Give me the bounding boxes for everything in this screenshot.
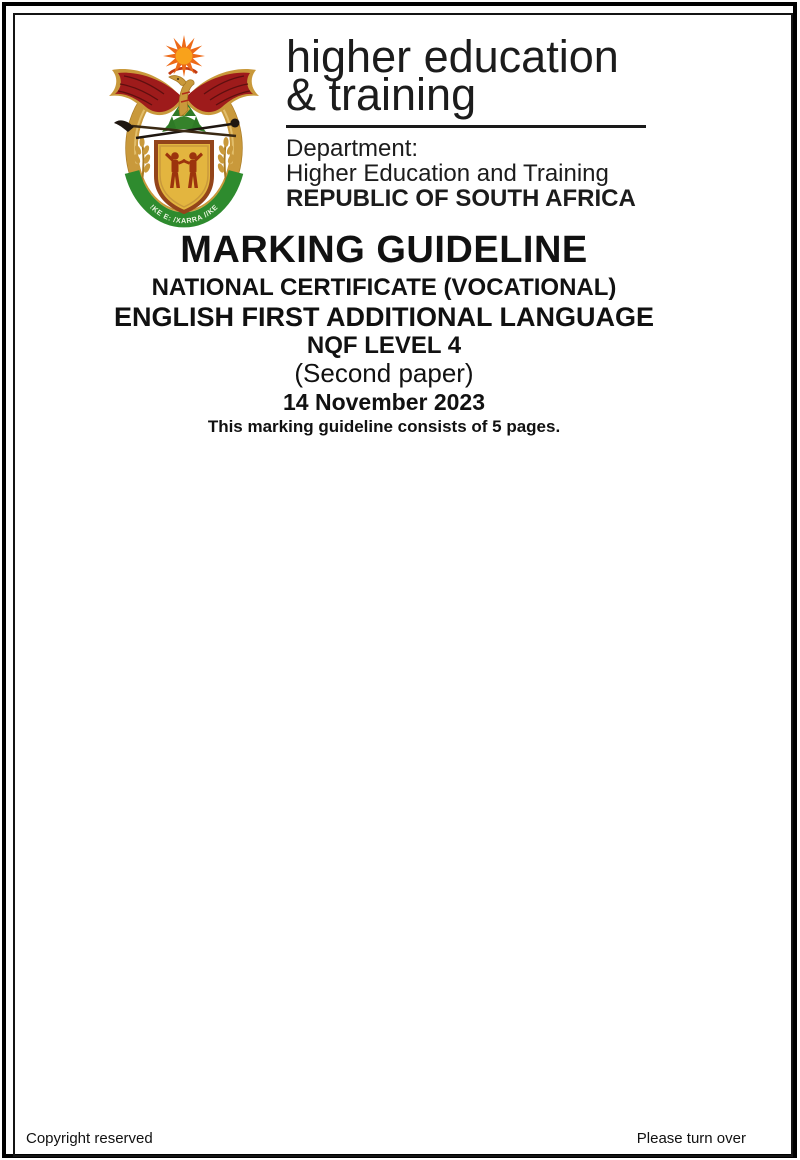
wordmark-line2: & training bbox=[286, 69, 477, 120]
page-count-note: This marking guideline consists of 5 pages. bbox=[207, 417, 561, 436]
title-block bbox=[15, 228, 791, 437]
page-inner-border bbox=[13, 13, 793, 1157]
exam-date: 14 November 2023 bbox=[282, 389, 485, 415]
subject-line: ENGLISH FIRST ADDITIONAL LANGUAGE bbox=[114, 302, 654, 332]
footer-turn-over: Please turn over bbox=[636, 1130, 746, 1147]
department-label: Department: bbox=[286, 135, 419, 162]
wordmark-divider bbox=[286, 125, 646, 128]
wordmark-line1: higher education bbox=[286, 31, 619, 82]
department-wordmark bbox=[286, 31, 646, 212]
page-footer bbox=[26, 1130, 746, 1148]
nqf-level-line: NQF LEVEL 4 bbox=[306, 332, 462, 359]
certificate-line: NATIONAL CERTIFICATE (VOCATIONAL) bbox=[151, 274, 617, 301]
page-title: MARKING GUIDELINE bbox=[180, 229, 588, 271]
country-name: REPUBLIC OF SOUTH AFRICA bbox=[286, 185, 636, 212]
department-logo bbox=[106, 32, 791, 228]
svg-text:!KE E: /XARRA //KE: !KE E: /XARRA //KE bbox=[148, 202, 220, 226]
footer-copyright: Copyright reserved bbox=[26, 1130, 153, 1147]
paper-line: (Second paper) bbox=[294, 358, 474, 388]
department-name: Higher Education and Training bbox=[286, 160, 609, 187]
coat-of-arms-icon bbox=[106, 32, 264, 228]
